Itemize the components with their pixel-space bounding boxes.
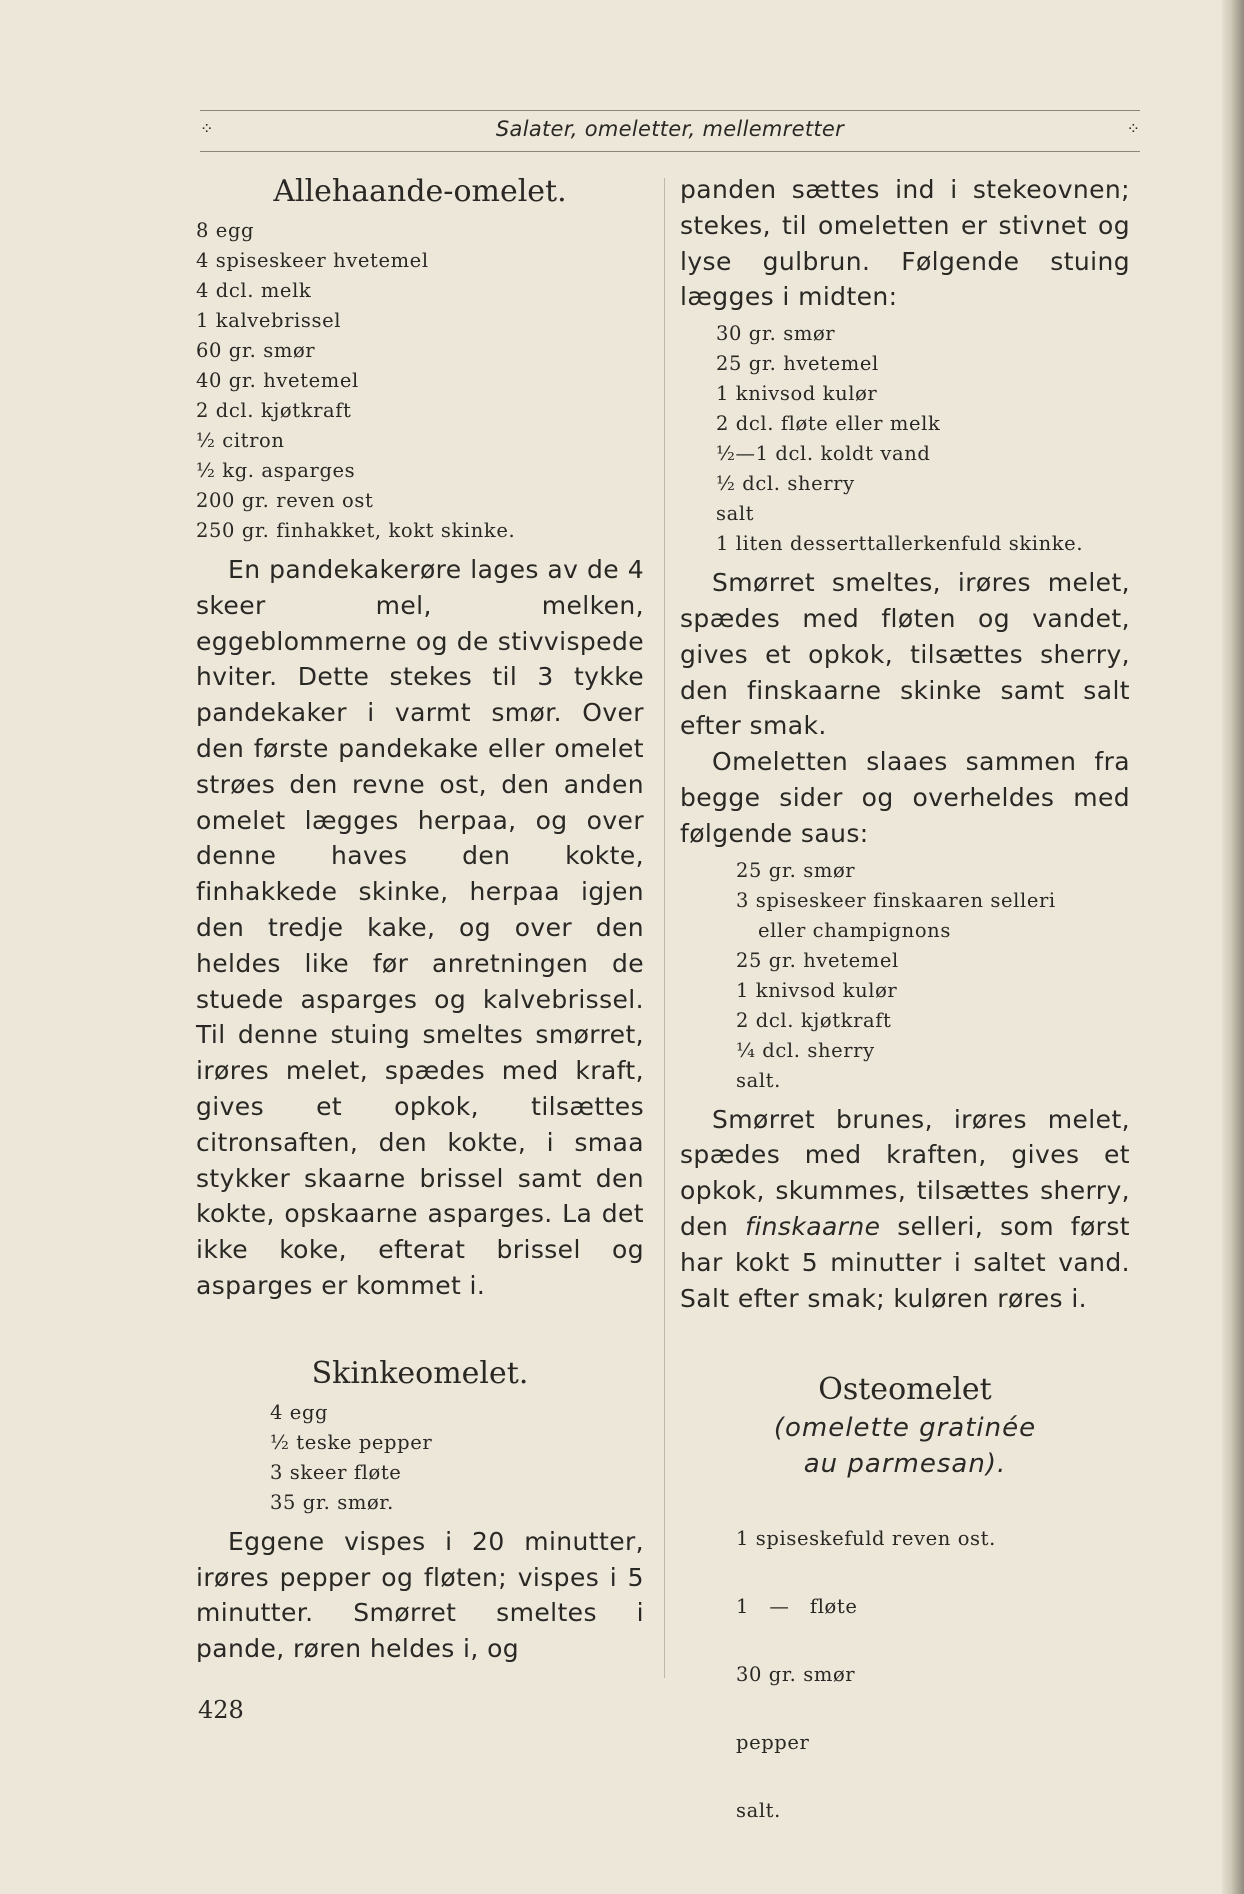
- recipe-text-saus-b: selleri, som først har kokt 5 minutter i saltet vand. Salt efter smak; kuløren røres i.: [680, 1211, 1130, 1313]
- ingredient-item: ½—1 dcl. koldt vand: [716, 442, 931, 466]
- ingredient-item: ¼ dcl. sherry: [736, 1038, 875, 1062]
- column-divider: [664, 178, 665, 1678]
- ingredient-list-saus: [736, 856, 1130, 1096]
- recipe-text-allehaande: En pandekakerøre lages av de 4 skeer mel, melken, eggeblommerne og de stivvispede hviter. Dette stekes til 3 tykke pandekaker i varmt smør. Over den første pandekake eller omelet strøes den revne ost, den anden omelet lægges herpaa, og over denne haves den kokte, finhakkede skinke, herpaa igjen den tredje kake, og over den heldes like før anretningen de stuede asparges og kalvebrissel. Til denne stuing smeltes smørret, irøres melet, spædes med kraft, gives et opkok, tilsættes citronsaften, den kokte, i smaa stykker skaarne brissel samt den kokte, opskaarne asparges. La det ikke koke, efterat brissel og asparges er kommet i.: [196, 555, 644, 1300]
- ingredient-list-stuing: [716, 319, 1130, 559]
- ingredient-list-skinkeomelet: [270, 1398, 644, 1518]
- ingredient-item: 1 knivsod kulør: [736, 978, 898, 1002]
- ingredient-item: 2 dcl. kjøtkraft: [196, 399, 352, 422]
- left-column: [196, 172, 644, 1667]
- ingredient-item: 3 spiseskeer finskaaren selleri: [736, 888, 1056, 912]
- ingredient-item: 1 — fløte: [736, 1595, 858, 1619]
- ingredient-item: 25 gr. smør: [736, 858, 856, 882]
- ingredient-item: 25 gr. hvetemel: [736, 948, 899, 972]
- recipe-title-skinkeomelet: Skinkeomelet.: [311, 1355, 529, 1391]
- recipe-text-saus: [680, 1102, 1130, 1317]
- ingredient-item: pepper: [736, 1731, 810, 1755]
- ingredient-item: 8 egg: [196, 219, 255, 242]
- ingredient-item: 30 gr. smør: [736, 1663, 856, 1687]
- ingredient-item: ½ teske pepper: [270, 1430, 433, 1454]
- ingredient-item: 4 spiseskeer hvetemel: [196, 249, 429, 272]
- ornament-left-icon: ⁘: [200, 119, 214, 138]
- recipe-text-saus-intro: Omeletten slaaes sammen fra begge sider og overheldes med følgende saus:: [680, 747, 1130, 848]
- ingredient-item: salt: [716, 502, 755, 526]
- ingredient-item: 60 gr. smør: [196, 339, 316, 362]
- ingredient-item: 1 liten desserttallerkenfuld skinke.: [716, 532, 1084, 556]
- ingredient-item: 4 egg: [270, 1400, 329, 1424]
- ingredient-item: 2 dcl. kjøtkraft: [736, 1008, 892, 1032]
- header-title: Salater, omeletter, mellemretter: [495, 117, 845, 141]
- ingredient-item: 1 knivsod kulør: [716, 382, 878, 406]
- ingredient-item: salt.: [736, 1799, 781, 1823]
- ornament-right-icon: ⁘: [1126, 119, 1140, 138]
- recipe-text-stuing: Smørret smeltes, irøres melet, spædes med fløten og vandet, gives et opkok, tilsættes sherry, den finskaarne skinke samt salt efter smak.: [680, 568, 1130, 741]
- recipe-subtitle-line1: (omelette gratinée: [773, 1413, 1037, 1444]
- ingredient-item: 1 spiseskefuld reven ost.: [736, 1527, 996, 1551]
- ingredient-item: ½ dcl. sherry: [716, 472, 855, 496]
- page-number: 428: [198, 1696, 244, 1724]
- ingredient-item: ½ kg. asparges: [196, 459, 356, 482]
- ingredient-item: eller champignons: [758, 918, 951, 942]
- ingredient-item: 30 gr. smør: [716, 322, 836, 346]
- ingredient-list-allehaande: [196, 216, 644, 546]
- ingredient-item: 2 dcl. fløte eller melk: [716, 412, 941, 436]
- ingredient-item: 1 kalvebrissel: [196, 309, 342, 332]
- recipe-text-continued: panden sættes ind i stekeovnen; stekes, til omeletten er stivnet og lyse gulbrun. Følgende stuing lægges i midten:: [680, 175, 1130, 312]
- running-header: [200, 110, 1140, 152]
- ingredient-item: 25 gr. hvetemel: [716, 352, 879, 376]
- recipe-title-osteomelet: Osteomelet: [818, 1372, 992, 1408]
- book-spine-shadow: [1222, 0, 1244, 1894]
- recipe-text-skinkeomelet: Eggene vispes i 20 minutter, irøres pepper og fløten; vispes i 5 minutter. Smørret smeltes i pande, røren heldes i, og: [196, 1526, 644, 1664]
- right-column: [680, 172, 1130, 1870]
- ingredient-item: 250 gr. finhakket, kokt skinke.: [196, 519, 516, 542]
- ingredient-item: 200 gr. reven ost: [196, 489, 374, 512]
- ingredient-item: 4 dcl. melk: [196, 279, 312, 302]
- ingredient-item: 35 gr. smør.: [270, 1490, 394, 1514]
- ingredient-item: 3 skeer fløte: [270, 1460, 402, 1484]
- ingredient-item: ½ citron: [196, 429, 285, 452]
- ingredient-list-osteomelet: [736, 1486, 1130, 1864]
- recipe-title-allehaande: Allehaande-omelet.: [273, 174, 567, 209]
- recipe-text-saus-em: finskaarne: [745, 1211, 881, 1241]
- ingredient-item: salt.: [736, 1068, 781, 1092]
- ingredient-item: 40 gr. hvetemel: [196, 369, 359, 392]
- recipe-subtitle-line2: au parmesan).: [803, 1449, 1007, 1480]
- recipe-text-saus-a: Smørret brunes, irøres melet, spædes med kraften, gives et opkok, skummes, tilsættes sherry, den: [680, 1104, 1130, 1241]
